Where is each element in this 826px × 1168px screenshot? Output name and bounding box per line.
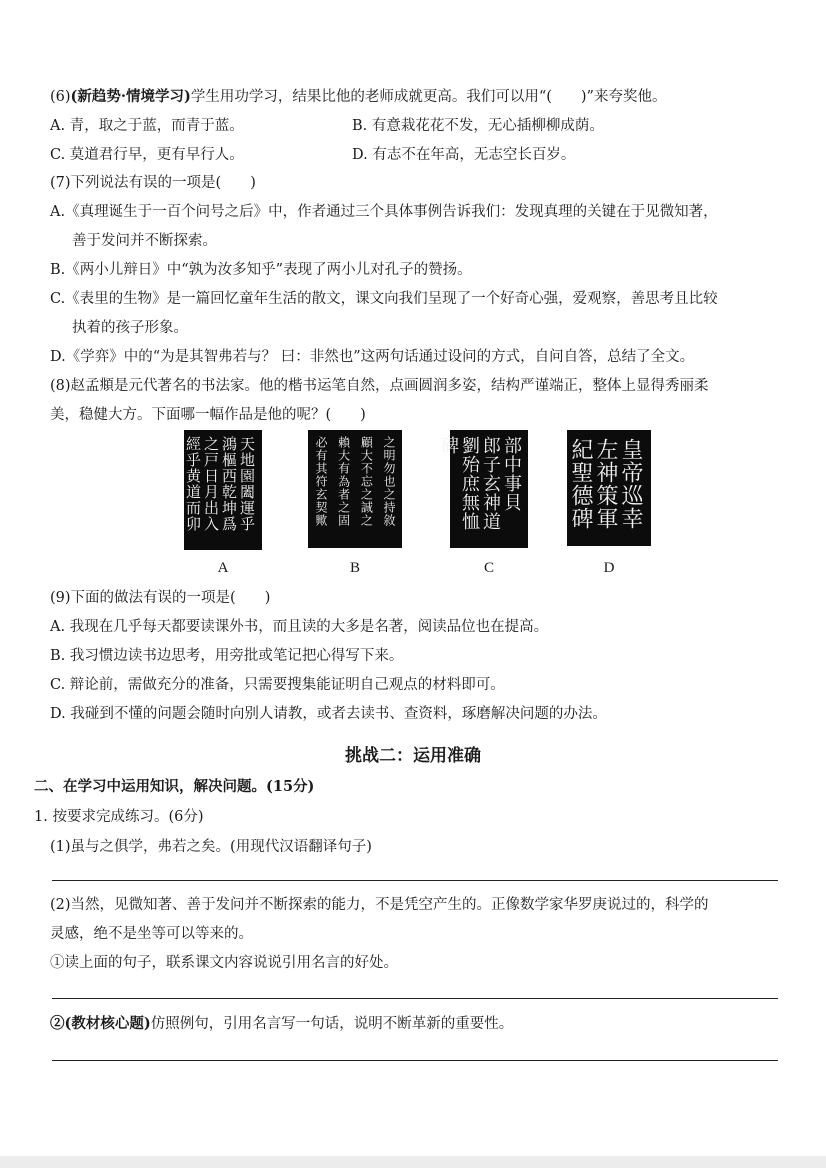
q6-text: 学生用功学习，结果比他的老师成就更高。我们可以用“( )”来夸奖他。 — [190, 89, 667, 105]
q7-option-a-cont: 善于发问并不断探索。 — [72, 233, 217, 249]
calligraphy-c-caption: C — [483, 560, 494, 576]
calligraphy-c-image — [438, 430, 528, 548]
q7-option-c: C.《表里的生物》是一篇回忆童年生活的散文，课文向我们呈现了一个好奇心强，爱观察，善思考且比较 — [50, 291, 718, 307]
q6-option-d: D. 有志不在年高，无志空长百岁。 — [352, 147, 576, 163]
challenge-title: 挑战二：运用准确 — [345, 746, 481, 766]
section2-sub2: (2)当然，见微知著、善于发问并不断探索的能力，不是凭空产生的。正像数学家华罗庚说过的，科学的 — [50, 897, 709, 913]
section2-sub2-cont: 灵感，绝不是坐等可以等来的。 — [50, 926, 253, 942]
q6-option-a: A. 青，取之于蓝，而青于蓝。 — [50, 118, 244, 134]
calligraphy-d-col: 紀聖德碑 — [568, 438, 593, 530]
calligraphy-b-col: 顧大不忘之誠之 — [359, 436, 374, 527]
section2-q1: 1. 按要求完成练习。(6分) — [34, 809, 204, 825]
answer-line-2[interactable] — [52, 998, 778, 999]
q9-option-b: B. 我习惯边读书边思考，用旁批或笔记把心得写下来。 — [50, 648, 404, 664]
q6-option-c: C. 莫道君行早，更有早行人。 — [50, 147, 244, 163]
calligraphy-a-caption: A — [217, 560, 229, 576]
q7-option-d: D.《学弈》中的“为是其智弗若与？ 曰：非然也”这两句话通过设问的方式，自问自答，总结了全文。 — [50, 349, 695, 365]
q7-option-a: A.《真理诞生于一百个问号之后》中，作者通过三个具体事例告诉我们：发现真理的关键在于见微知著， — [50, 204, 718, 220]
q8-stem: (8)赵孟頫是元代著名的书法家。他的楷书运笔自然，点画圆润多姿，结构严谨端正，整体上显得秀丽柔 — [50, 378, 709, 394]
answer-line-3[interactable] — [52, 1060, 778, 1061]
page-bottom-edge — [0, 1156, 826, 1168]
circ2-text: 仿照例句，引用名言写一句话，说明不断革新的重要性。 — [150, 1016, 514, 1032]
answer-line-1[interactable] — [52, 880, 778, 881]
section2-circ2 — [50, 1013, 786, 1035]
calligraphy-a-col: 經乎黄道而卯 — [184, 436, 202, 532]
section2-heading: 二、在学习中运用知识，解决问题。(15分) — [34, 778, 315, 795]
q7-option-b: B.《两小儿辩日》中“孰为汝多知乎”表现了两小儿对孔子的赞扬。 — [50, 262, 472, 278]
calligraphy-a-col: 鴻樞西乾坤爲 — [220, 436, 238, 532]
q6-option-b: B. 有意栽花花不发，无心插柳柳成荫。 — [352, 118, 604, 134]
q7-option-c-cont: 执着的孩子形象。 — [72, 320, 188, 336]
calligraphy-c-col: 郎子玄神道 — [480, 436, 501, 531]
calligraphy-c-col: 部中事貝 — [501, 436, 522, 512]
calligraphy-b-col: 必有其符玄契歟 — [314, 436, 328, 527]
circ2-tag: ②(教材核心题) — [50, 1015, 151, 1032]
calligraphy-b-image — [308, 430, 402, 548]
calligraphy-b-col: 之明勿也之持敘 — [381, 436, 396, 527]
calligraphy-c-col: 劉殆庶無恤 — [459, 436, 480, 531]
q8-stem-cont: 美，稳健大方。下面哪一幅作品是他的呢？( ) — [50, 407, 366, 423]
q6-tag: (新趋势·情境学习) — [70, 88, 191, 105]
q9-option-d: D. 我碰到不懂的问题会随时向别人请教，或者去读书、查资料，琢磨解决问题的办法。 — [50, 706, 607, 722]
section2-circ1: ①读上面的句子，联系课文内容说说引用名言的好处。 — [50, 955, 398, 971]
calligraphy-d-col: 皇帝巡幸 — [618, 438, 643, 530]
calligraphy-a-col: 之戸日月出入 — [202, 436, 220, 532]
calligraphy-d-col: 左神策軍 — [593, 438, 618, 530]
calligraphy-d-image — [567, 430, 651, 546]
section2-sub1: (1)虽与之俱学，弗若之矣。(用现代汉语翻译句子) — [50, 839, 372, 855]
calligraphy-b-caption: B — [349, 560, 360, 576]
q9-stem: (9)下面的做法有误的一项是( ) — [50, 590, 271, 606]
calligraphy-a-col: 天地園闔運乎 — [238, 436, 256, 532]
q9-option-c: C. 辩论前，需做充分的准备，只需要搜集能证明自己观点的材料即可。 — [50, 677, 505, 693]
q6-stem — [50, 86, 786, 108]
calligraphy-a-image — [184, 430, 262, 550]
q6-number: (6) — [50, 89, 71, 105]
calligraphy-b-col: 賴大有為者之固 — [336, 436, 351, 527]
calligraphy-d-caption: D — [603, 560, 615, 576]
calligraphy-c-col: 碑 — [438, 436, 459, 455]
q7-stem: (7)下列说法有误的一项是( ) — [50, 175, 256, 191]
q9-option-a: A. 我现在几乎每天都要读课外书，而且读的大多是名著，阅读品位也在提高。 — [50, 619, 549, 635]
